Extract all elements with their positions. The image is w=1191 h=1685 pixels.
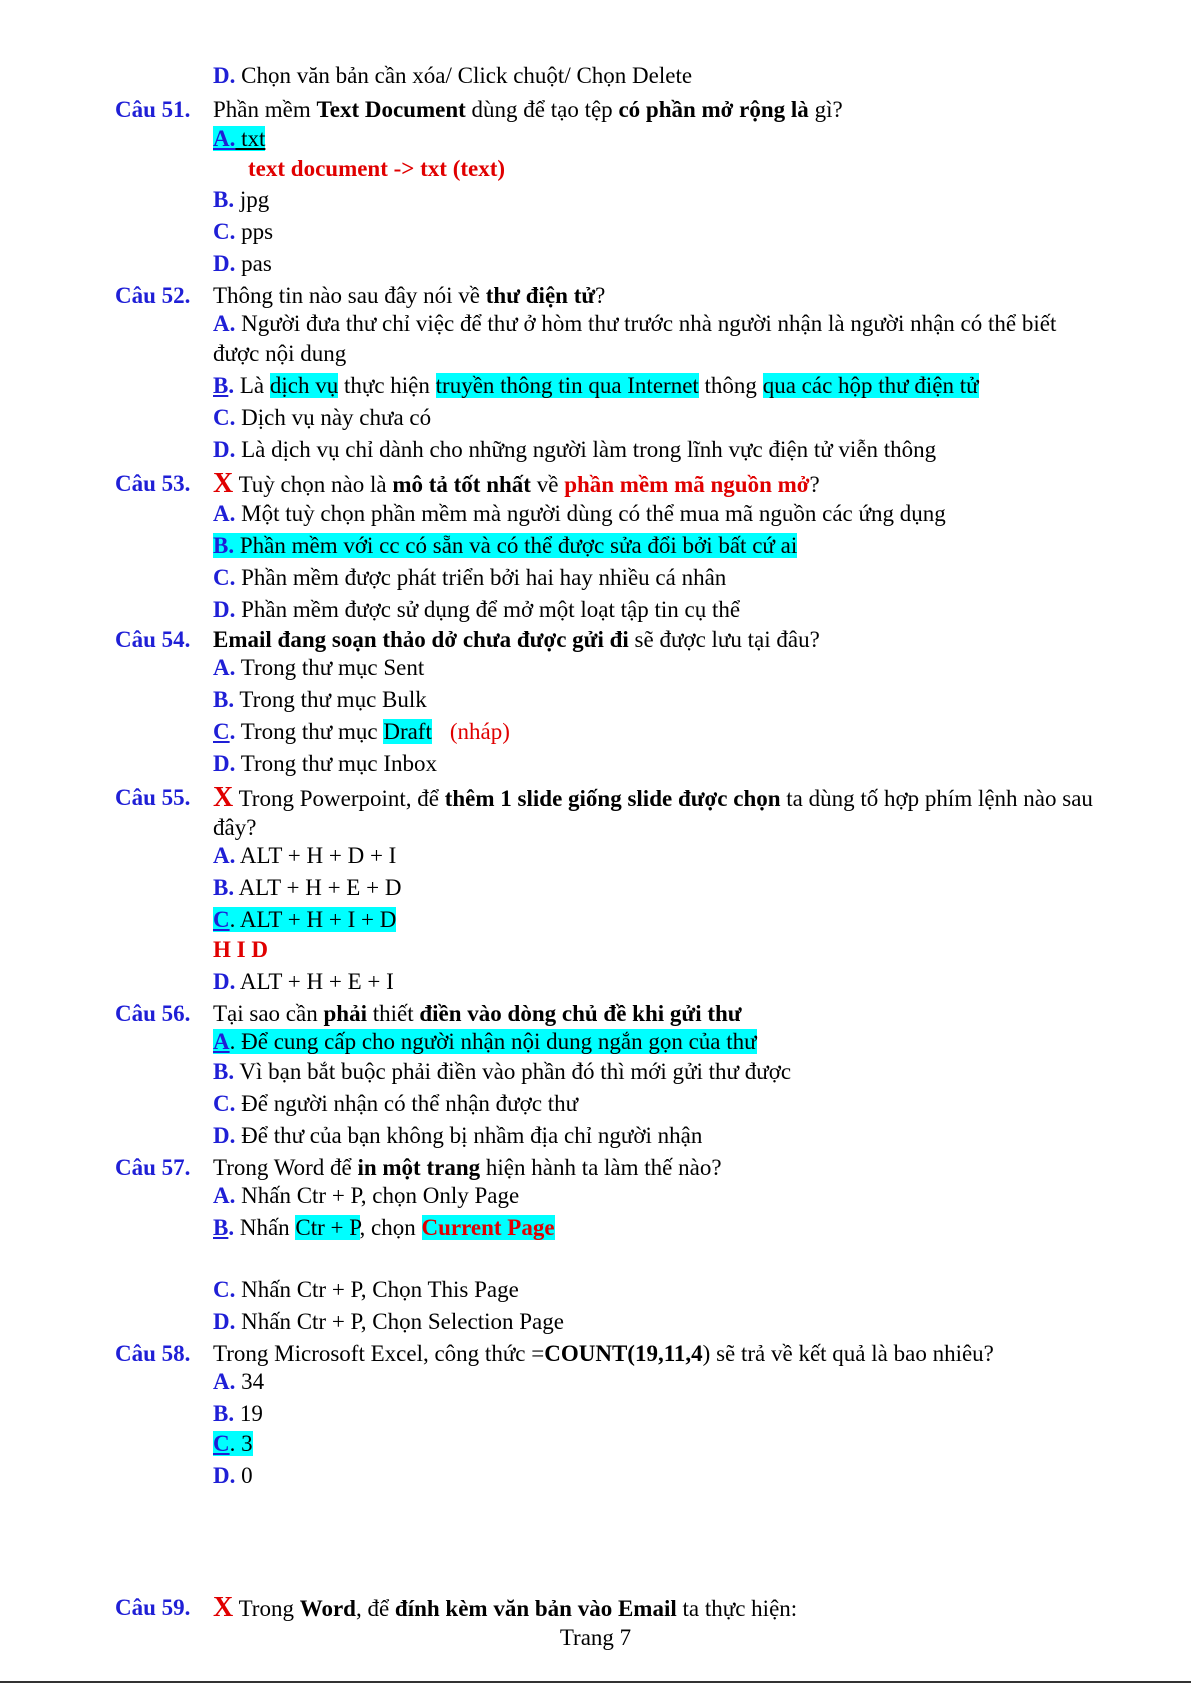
q54-option-a: A. Trong thư mục Sent: [213, 655, 425, 680]
q51-option-a: A. txt: [213, 126, 266, 151]
q52-option-a-cont: được nội dung: [213, 341, 347, 366]
q55-option-a: A. ALT + H + D + I: [213, 843, 397, 868]
q56-text: Tại sao cần phải thiết điền vào dòng chủ đề khi gửi thư: [213, 1001, 742, 1026]
q50-option-d: D. Chọn văn bản cần xóa/ Click chuột/ Chọn Delete: [213, 63, 693, 88]
q55-option-d: D. ALT + H + E + I: [213, 969, 394, 994]
q59-text: X Trong Word, để đính kèm văn bản vào Email ta thực hiện:: [213, 1592, 798, 1623]
wrong-mark-icon: X: [213, 782, 234, 813]
q55-text: X Trong Powerpoint, để thêm 1 slide giống slide được chọn ta dùng tố hợp phím lệnh nào sau: [213, 782, 1093, 813]
q53-option-a: A. Một tuỳ chọn phần mềm mà người dùng có thể mua mã nguồn các ứng dụng: [213, 501, 946, 526]
q54-option-c: C. Trong thư mục Draft (nháp): [213, 719, 510, 744]
q57-option-a: A. Nhấn Ctr + P, chọn Only Page: [213, 1183, 520, 1208]
q52-text: Thông tin nào sau đây nói về thư điện tử?: [213, 283, 606, 308]
q52-option-b: B. Là dịch vụ thực hiện truyền thông tin qua Internet thông qua các hộp thư điện tử: [213, 373, 979, 398]
wrong-mark-icon: X: [213, 1592, 234, 1623]
q54-text: Email đang soạn thảo dở chưa được gửi đi sẽ được lưu tại đâu?: [213, 627, 820, 652]
q57-option-c: C. Nhấn Ctr + P, Chọn This Page: [213, 1277, 519, 1302]
q53-text: X Tuỳ chọn nào là mô tả tốt nhất về phần mềm mã nguồn mở?: [213, 468, 820, 499]
q55-number: Câu 55.: [115, 785, 191, 810]
q51-note: text document -> txt (text): [248, 156, 506, 181]
q51-option-d: D. pas: [213, 251, 272, 276]
q57-option-b: B. Nhấn Ctr + P, chọn Current Page: [213, 1215, 555, 1240]
q56-option-d: D. Để thư của bạn không bị nhầm địa chỉ người nhận: [213, 1123, 703, 1148]
q56-option-a: A. Để cung cấp cho người nhận nội dung ngắn gọn của thư: [213, 1029, 757, 1054]
q53-option-c: C. Phần mềm được phát triển bởi hai hay nhiều cá nhân: [213, 565, 727, 590]
q54-number: Câu 54.: [115, 627, 191, 652]
q51-option-b: B. jpg: [213, 187, 270, 212]
q55-text-cont: đây?: [213, 815, 257, 840]
q58-option-c: C. 3: [213, 1431, 253, 1456]
q51-text: Phần mềm Text Document dùng để tạo tệp có phần mở rộng là gì?: [213, 97, 843, 122]
q53-option-b: B. Phần mềm với cc có sẵn và có thể được sửa đổi bởi bất cứ ai: [213, 533, 798, 558]
q56-option-c: C. Để người nhận có thể nhận được thư: [213, 1091, 579, 1116]
wrong-mark-icon: X: [213, 468, 234, 499]
q58-option-d: D. 0: [213, 1463, 253, 1488]
q56-option-b: B. Vì bạn bắt buộc phải điền vào phần đó thì mới gửi thư được: [213, 1059, 792, 1084]
q56-number: Câu 56.: [115, 1001, 191, 1026]
q57-text: Trong Word để in một trang hiện hành ta làm thế nào?: [213, 1155, 722, 1180]
q55-option-c: C. ALT + H + I + D: [213, 907, 397, 932]
q55-note: H I D: [213, 937, 268, 962]
q52-option-c: C. Dịch vụ này chưa có: [213, 405, 432, 430]
q51-number: Câu 51.: [115, 97, 191, 122]
q58-number: Câu 58.: [115, 1341, 191, 1366]
q51-option-c: C. pps: [213, 219, 274, 244]
q52-option-a: A. Người đưa thư chỉ việc để thư ở hòm thư trước nhà người nhận là người nhận có thể biết: [213, 311, 1057, 336]
q54-option-d: D. Trong thư mục Inbox: [213, 751, 437, 776]
q58-text: Trong Microsoft Excel, công thức =COUNT(19,11,4) sẽ trả về kết quả là bao nhiêu?: [213, 1341, 994, 1366]
q52-number: Câu 52.: [115, 283, 191, 308]
q53-option-d: D. Phần mềm được sử dụng để mở một loạt tập tin cụ thể: [213, 597, 741, 622]
q52-option-d: D. Là dịch vụ chỉ dành cho những người làm trong lĩnh vực điện tử viễn thông: [213, 437, 937, 462]
q58-option-a: A. 34: [213, 1369, 265, 1394]
q53-number: Câu 53.: [115, 471, 191, 496]
q58-option-b: B. 19: [213, 1401, 263, 1426]
bottom-divider: [0, 1681, 1191, 1683]
q59-number: Câu 59.: [115, 1595, 191, 1620]
q57-number: Câu 57.: [115, 1155, 191, 1180]
q54-option-b: B. Trong thư mục Bulk: [213, 687, 427, 712]
q55-option-b: B. ALT + H + E + D: [213, 875, 402, 900]
q57-option-d: D. Nhấn Ctr + P, Chọn Selection Page: [213, 1309, 564, 1334]
page-number: Trang 7: [559, 1625, 632, 1650]
